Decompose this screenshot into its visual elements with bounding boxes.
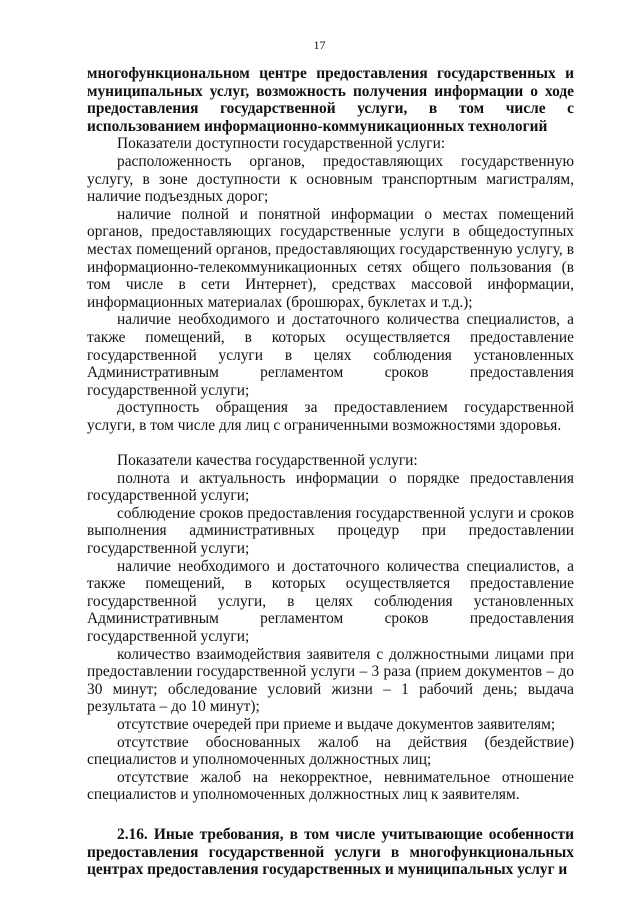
page-number: 17 [313,38,326,52]
heading-continuation: многофункциональном центре предоставления государственных и муниципальных услуг, возможность получения информации о ходе предоставления государственной услуги, в том числе с использованием информационно-коммуникационных технологий [87,65,574,135]
paragraph: отсутствие жалоб на некорректное, невнимательное отношение специалистов и уполномоченных должностных лиц к заявителям. [87,768,574,804]
paragraph: наличие необходимого и достаточного количества специалистов, а также помещений, в которых осуществляется предоставление государственной услуги в целях соблюдения установленных Административным регламентом сроков предоставления государственной услуги; [87,311,574,399]
paragraph: соблюдение сроков предоставления государственной услуги и сроков выполнения административных процедур при предоставлении государственной услуги; [87,504,574,558]
paragraph: расположенность органов, предоставляющих государственную услугу, в зоне доступности к основным транспортным магистралям, наличие подъездных дорог; [87,152,574,206]
paragraph: полнота и актуальность информации о порядке предоставления государственной услуги; [87,469,574,505]
paragraph: Показатели качества государственной услуги: [117,452,418,470]
paragraph: наличие необходимого и достаточного количества специалистов, а также помещений, в которых осуществляется предоставление государственной услуги, в целях соблюдения установленных Административным регламентом сроков предоставления государственной услуги; [87,557,574,645]
section-heading: 2.16. Иные требования, в том числе учитывающие особенности предоставления государственной услуги в многофункциональных центрах предоставления государственных и муниципальных услуг и [87,825,574,879]
paragraph: Показатели доступности государственной услуги: [117,135,446,153]
paragraph: количество взаимодействия заявителя с должностными лицами при предоставлении государственной услуги – 3 раза (прием документов – до 30 минут; обследование условий жизни – 1 рабочий день; выдача результата – до 10 минут); [87,645,574,716]
paragraph: наличие полной и понятной информации о местах помещений органов, предоставляющих государственные услуги в общедоступных местах помещений органов, предоставляющих государственную услугу, в информационно-телекоммуникационных сетях общего пользования (в том числе в сети Интернет), средствах массовой информации, информационных материалах (брошюрах, буклетах и т.д.); [87,205,574,311]
document-body [87,65,574,879]
paragraph: отсутствие очередей при приеме и выдаче документов заявителям; [117,715,556,733]
paragraph: доступность обращения за предоставлением государственной услуги, в том числе для лиц с ограниченными возможностями здоровья. [87,399,574,434]
paragraph: отсутствие обоснованных жалоб на действия (бездействие) специалистов и уполномоченных должностных лиц; [87,733,574,769]
